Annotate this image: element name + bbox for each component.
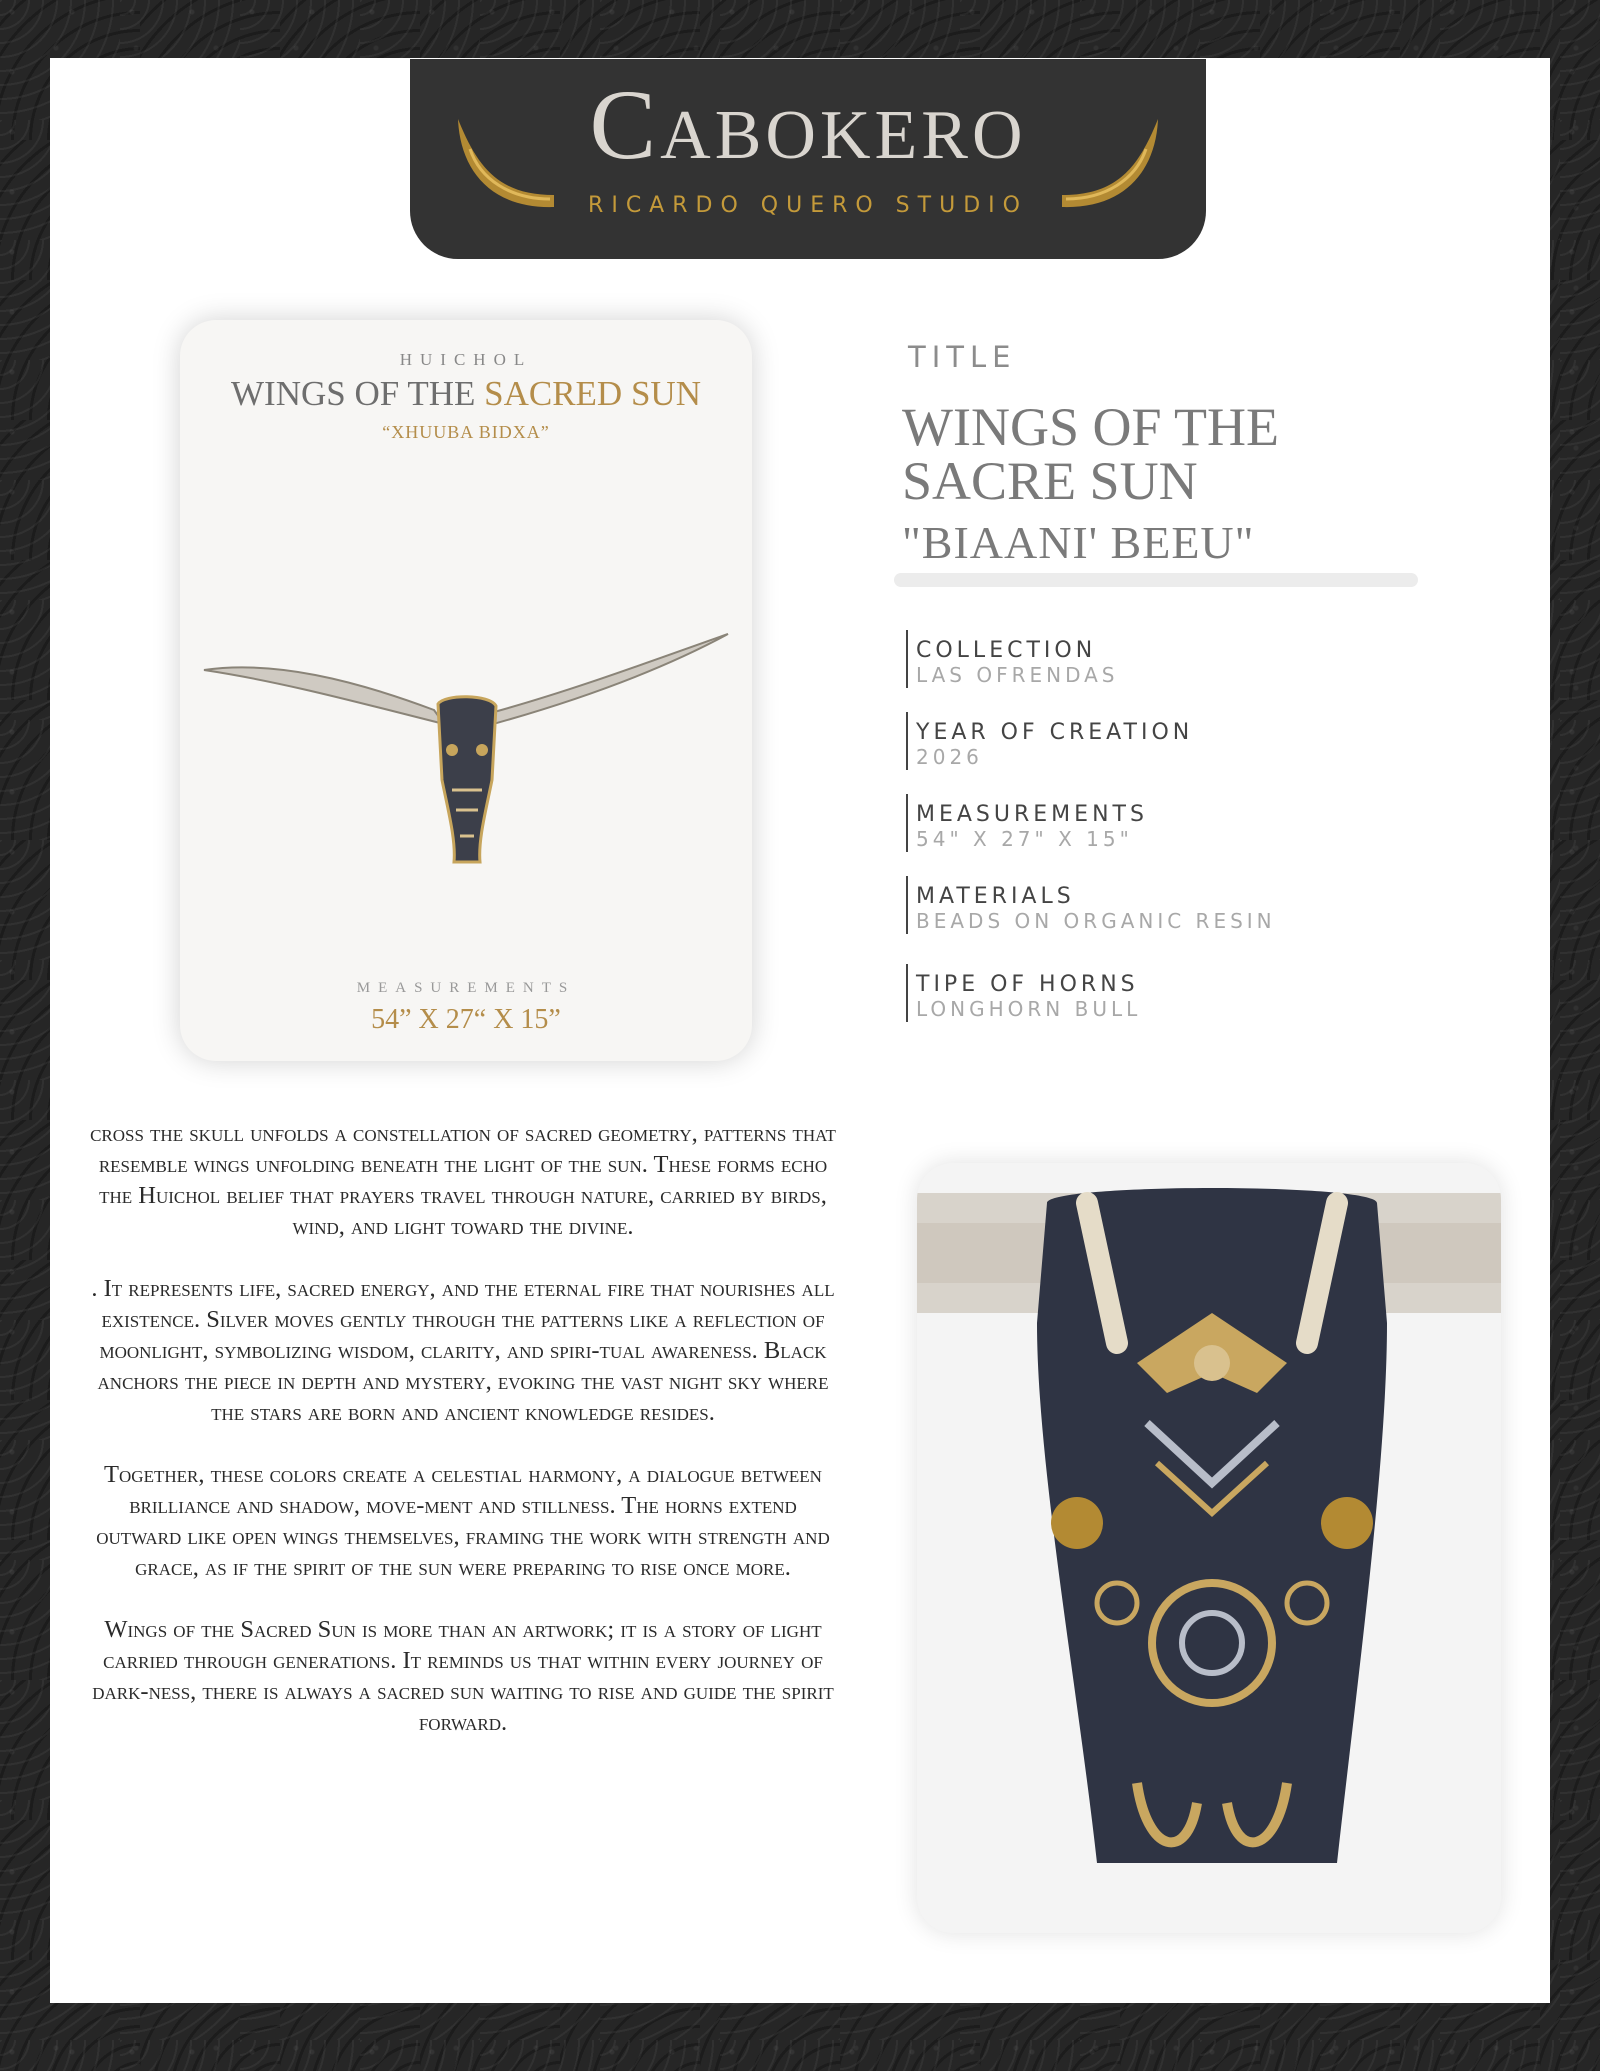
spec-value: LAS OFRENDAS xyxy=(916,663,1119,687)
poster-measurements-label: MEASUREMENTS xyxy=(356,980,576,996)
description-paragraph: Together, these colors create a celestial harmony, a dialogue between brilliance and shadow, move-ment and stillness. The horns extend outward like open wings themselves, framing the work with strength and grace, as if the spirit of the sun were preparing to rise once more. xyxy=(96,1461,830,1581)
poster-title-part2: SACRED SUN xyxy=(484,374,701,413)
spec-value: 54" X 27" X 15" xyxy=(916,827,1133,851)
artwork-subtitle: "BIAANI' BEEU" xyxy=(902,517,1255,568)
spec-horns xyxy=(906,964,1141,1022)
poster-title-part1: WINGS OF THE xyxy=(231,374,485,413)
spec-year xyxy=(906,712,1193,770)
poster-title xyxy=(180,374,752,414)
beaded-skull-closeup-image xyxy=(917,1163,1501,1933)
poster-kicker: HUICHOL xyxy=(399,350,533,369)
artwork-title-line1: WINGS OF THE xyxy=(902,397,1279,457)
poster-measurements-value: 54” X 27“ X 15” xyxy=(371,1004,561,1035)
skull-detail-photo xyxy=(917,1163,1501,1933)
spec-label: YEAR OF CREATION xyxy=(916,720,1194,745)
artwork-title-line2: SACRE SUN xyxy=(902,451,1198,511)
description-paragraph: cross the skull unfolds a constellation of sacred geometry, patterns that resemble wings unfolding beneath the light of the sun. These forms echo the Huichol belief that prayers travel through nature, carried by birds, wind, and light toward the divine. xyxy=(90,1120,836,1240)
brand-studio: RICARDO QUERO STUDIO xyxy=(588,193,1028,218)
title-label: TITLE xyxy=(908,340,1017,374)
description-text xyxy=(88,1118,838,1769)
spec-label: MEASUREMENTS xyxy=(916,802,1148,827)
artwork-title xyxy=(902,397,1382,511)
spec-measurements xyxy=(906,794,1148,852)
description-paragraph: . It represents life, sacred energy, and the eternal fire that nourishes all existence. Silver moves gently through the patterns like a reflection of moonlight, symbolizing wisdom, clarity, and spiri-tual awareness. Black anchors the piece in depth and mystery, evoking the vast night sky where the stars are born and ancient knowledge resides. xyxy=(91,1275,835,1426)
title-divider xyxy=(894,573,1418,587)
poster-subtitle: “XHUUBA BIDXA” xyxy=(382,422,550,442)
spec-value: BEADS ON ORGANIC RESIN xyxy=(916,909,1276,933)
spec-value: 2026 xyxy=(916,745,983,769)
longhorn-skull-image xyxy=(194,600,738,900)
spec-label: TIPE OF HORNS xyxy=(916,972,1139,997)
description-paragraph: Wings of the Sacred Sun is more than an artwork; it is a story of light carried through generations. It reminds us that within every journey of dark-ness, there is always a sacred sun waiting to rise and guide the spirit forward. xyxy=(92,1616,834,1736)
poster-card xyxy=(180,320,752,1061)
spec-label: COLLECTION xyxy=(916,638,1097,663)
brand-logo xyxy=(410,59,1206,259)
spec-collection xyxy=(906,630,1119,688)
spec-label: MATERIALS xyxy=(916,884,1075,909)
spec-value: LONGHORN BULL xyxy=(916,997,1142,1021)
spec-materials xyxy=(906,876,1276,934)
brand-name: Cabokero xyxy=(589,69,1027,180)
